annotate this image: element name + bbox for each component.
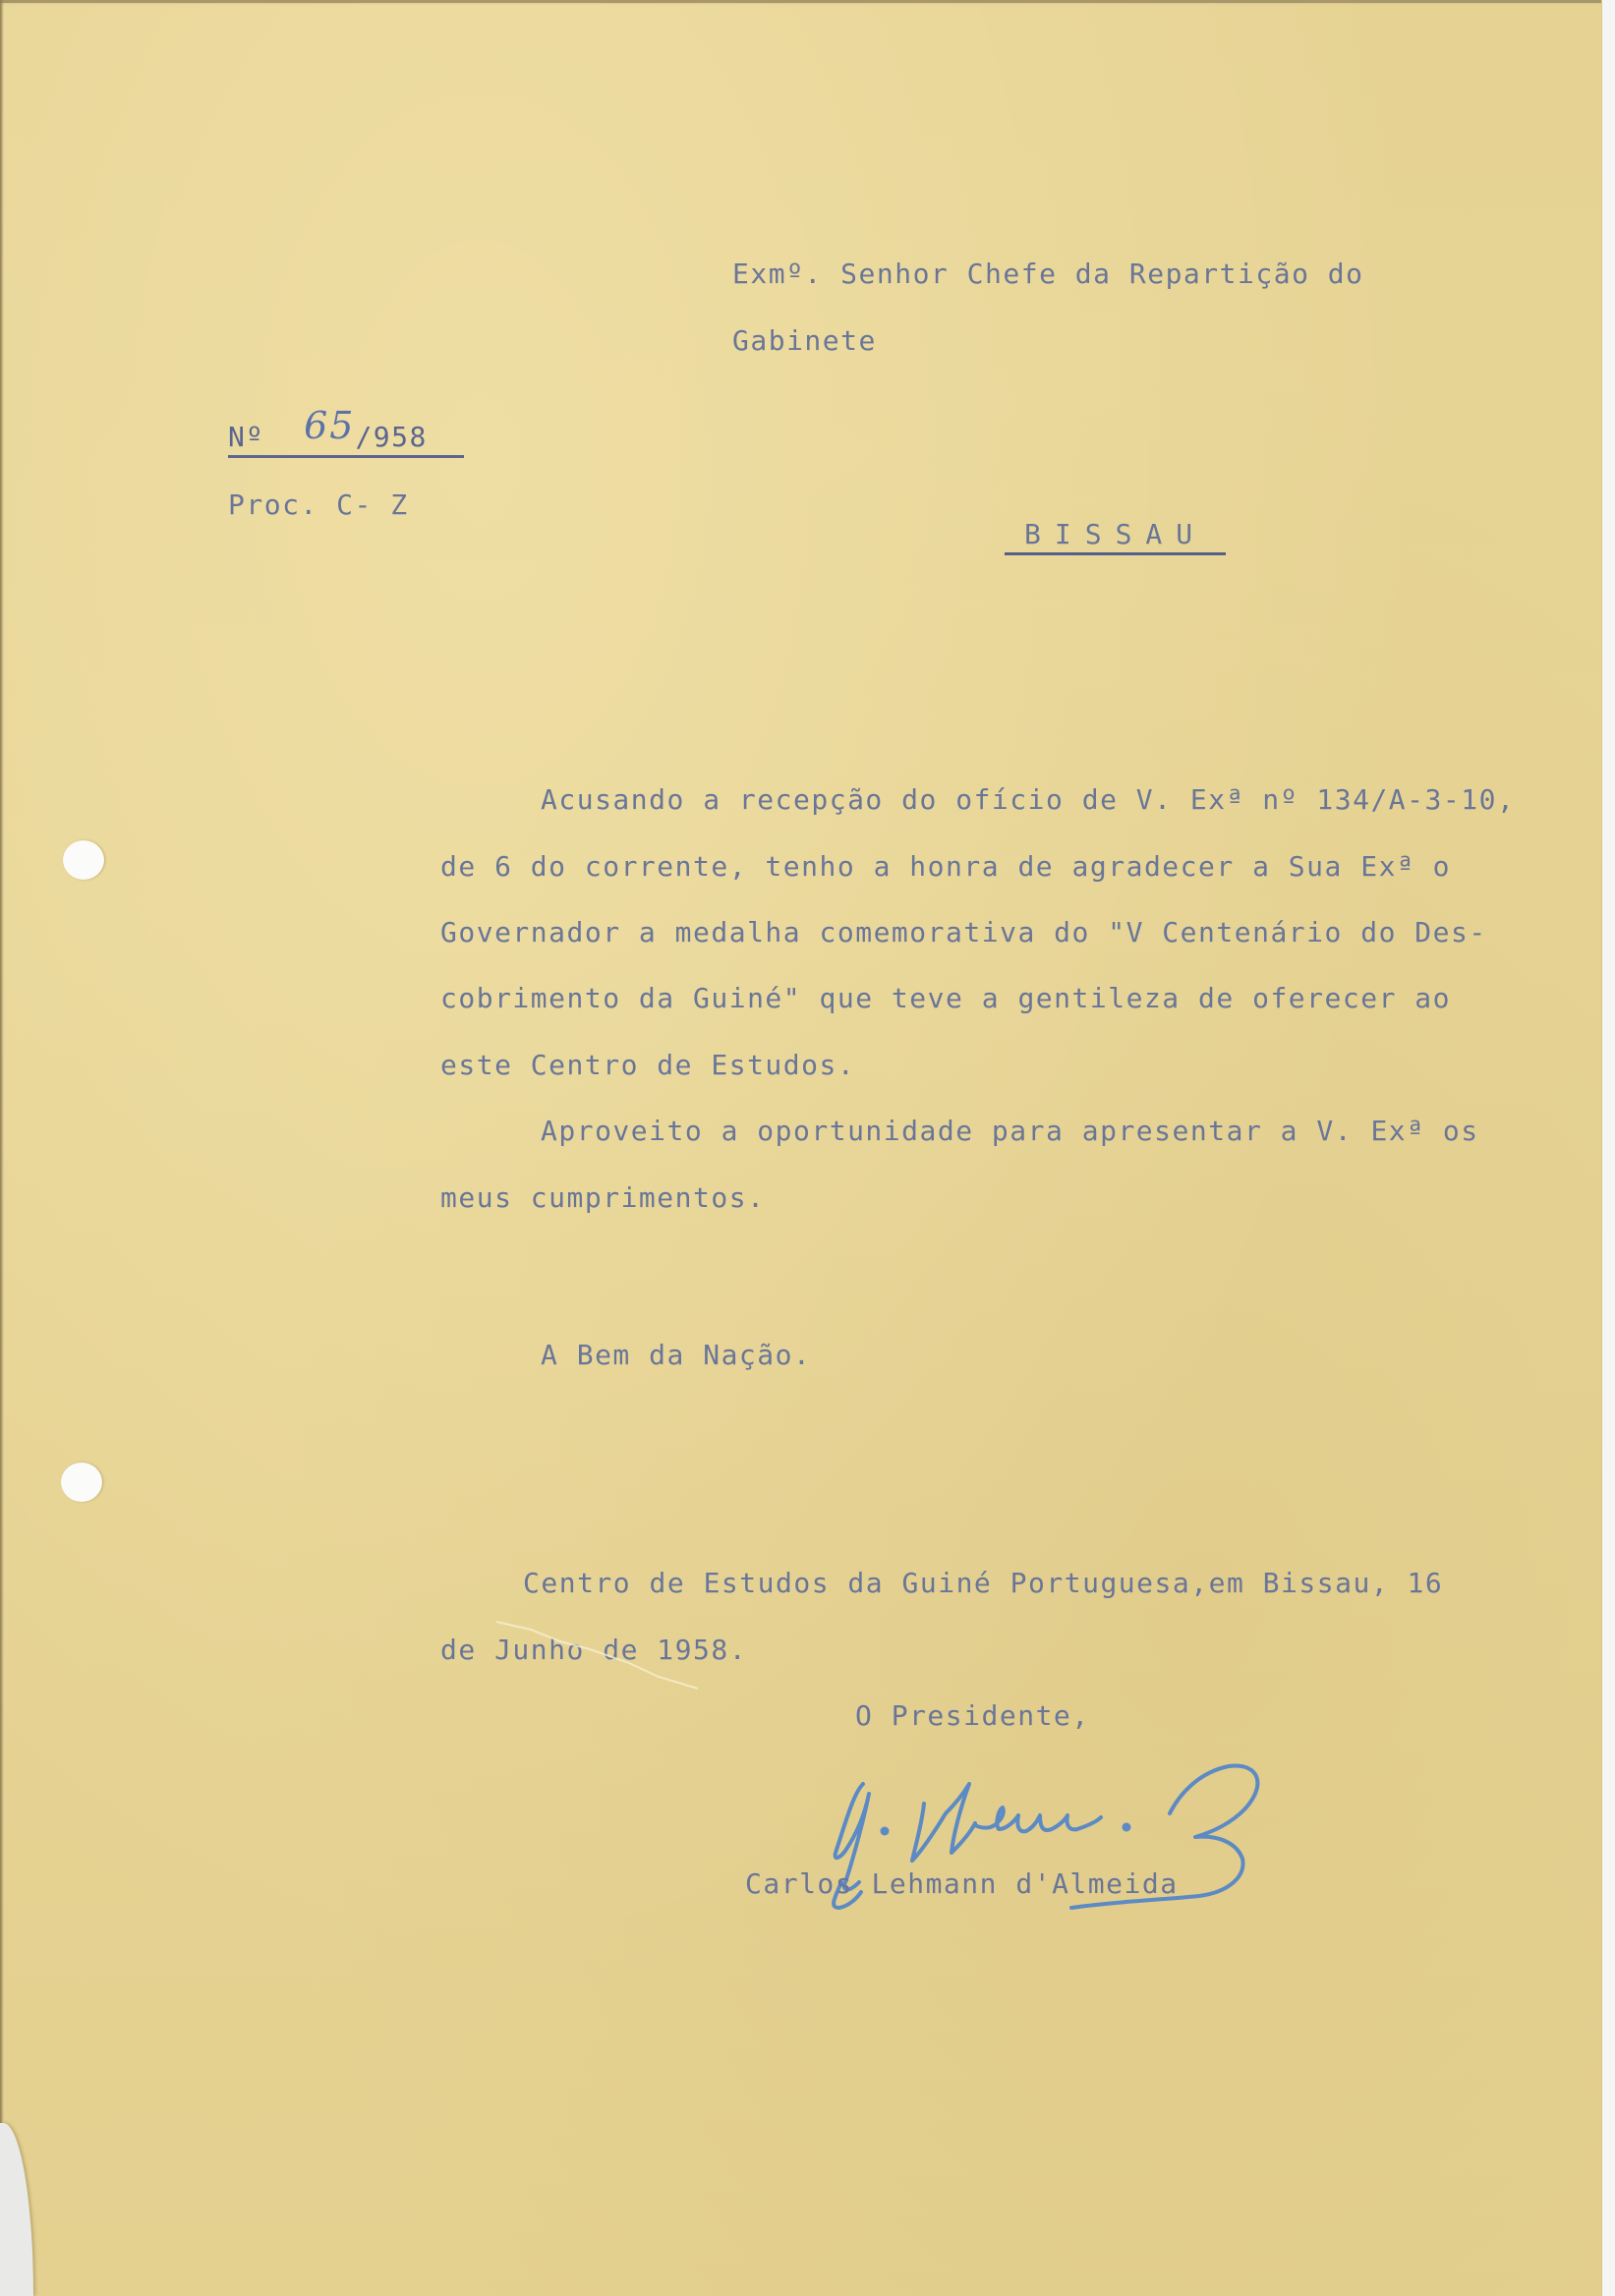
body-line: este Centro de Estudos.: [440, 1049, 856, 1081]
addressee-line-2: Gabinete: [732, 324, 877, 357]
scan-background-strip: [1601, 0, 1615, 2296]
body-line: meus cumprimentos.: [440, 1181, 766, 1214]
paper-crease: [491, 1612, 708, 1691]
closing-salutation: A Bem da Nação.: [541, 1339, 812, 1371]
signatory-name: Carlos Lehmann d'Almeida: [745, 1867, 1179, 1900]
reference-number: [228, 404, 464, 458]
number-prefix: Nº: [228, 421, 264, 453]
number-year: /958: [355, 421, 428, 453]
handwritten-number: 65: [304, 404, 356, 447]
punch-hole-top: [63, 840, 104, 880]
place-date-line: de Junho de 1958.: [440, 1634, 748, 1666]
city-heading: BISSAU: [1005, 521, 1226, 555]
paper-left-edge: [0, 0, 4, 2296]
process-reference: Proc. C- Z: [228, 488, 409, 521]
body-line: Aproveito a oportunidade para apresentar a V. Exª os: [541, 1115, 1479, 1147]
addressee-line-1: Exmº. Senhor Chefe da Repartição do: [732, 258, 1364, 290]
paper-top-edge: [0, 0, 1602, 3]
body-line: cobrimento da Guiné" que teve a gentileza de oferecer ao: [440, 982, 1452, 1014]
body-line: Acusando a recepção do ofício de V. Exª nº 134/A-3-10,: [541, 783, 1516, 816]
punch-hole-bottom: [61, 1463, 102, 1502]
signatory-title: O Presidente,: [855, 1699, 1090, 1732]
body-line: de 6 do corrente, tenho a honra de agradecer a Sua Exª o: [440, 850, 1452, 883]
place-date-line: Centro de Estudos da Guiné Portuguesa,em Bissau, 16: [523, 1567, 1444, 1599]
body-line: Governador a medalha comemorativa do "V Centenário do Des-: [440, 916, 1487, 948]
